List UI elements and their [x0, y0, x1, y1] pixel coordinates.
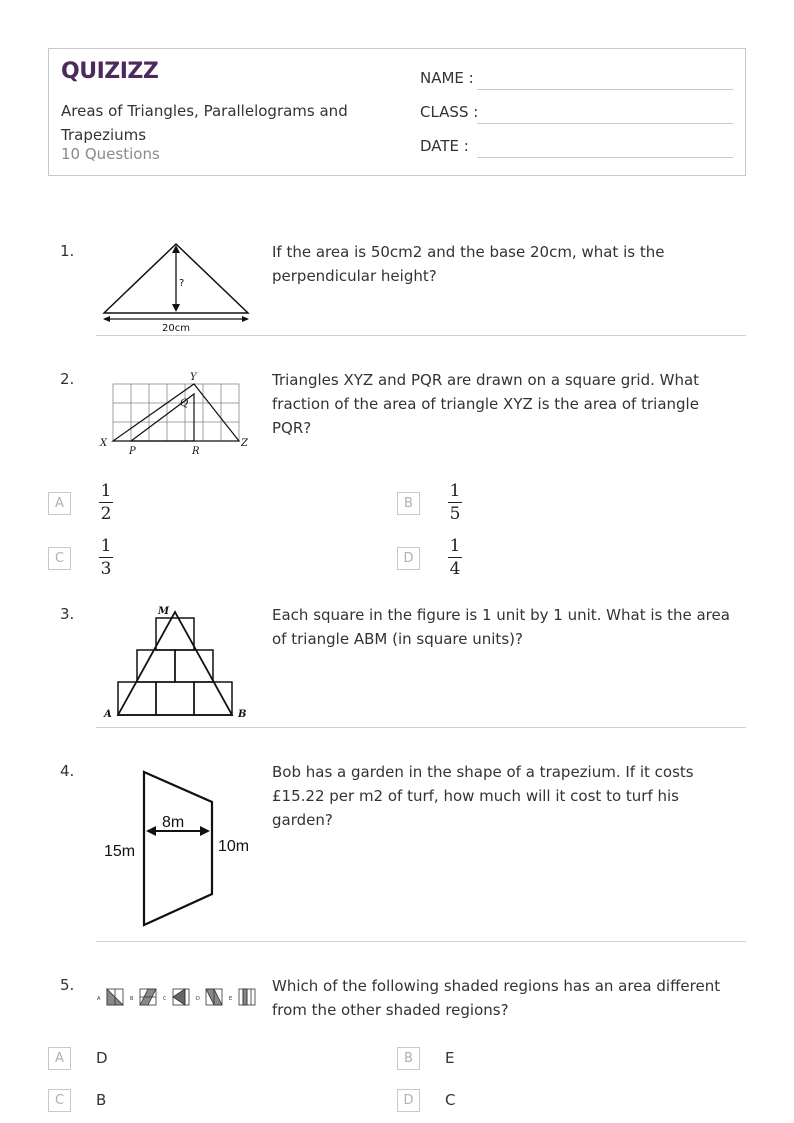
question-5-number: 5.	[60, 976, 75, 994]
question-4-trapezium-figure	[100, 764, 260, 930]
q5-option-c-text: B	[96, 1091, 107, 1109]
fraction-bar	[99, 557, 113, 558]
fraction-denominator: 4	[449, 559, 461, 579]
q1-height-label: ?	[179, 278, 185, 289]
fraction-numerator: 1	[100, 481, 112, 501]
q2-option-d-box[interactable]: D	[397, 547, 420, 570]
question-5-shaded-regions-figure	[94, 984, 260, 1014]
date-label: DATE :	[420, 137, 469, 155]
question-1-number: 1.	[60, 242, 75, 260]
q2-grid	[113, 384, 239, 441]
q5-region-label-c: C	[163, 996, 167, 1002]
q5-region-a	[107, 989, 123, 1005]
q2-option-b-fraction	[448, 482, 462, 523]
q2-option-a-box[interactable]: A	[48, 492, 71, 515]
fraction-bar	[448, 502, 462, 503]
class-label: CLASS :	[420, 103, 479, 121]
q2-label-z: Z	[241, 438, 248, 449]
worksheet-header	[48, 48, 746, 176]
q5-region-c	[173, 989, 189, 1005]
q4-width-arrow-left	[146, 826, 156, 836]
q5-option-d-text: C	[445, 1091, 456, 1109]
question-divider	[96, 335, 746, 336]
q2-option-c-box[interactable]: C	[48, 547, 71, 570]
q2-option-b-box[interactable]: B	[397, 492, 420, 515]
question-3-text: Each square in the figure is 1 unit by 1 unit. What is the area of triangle ABM (in square units)?	[272, 606, 730, 648]
worksheet-title: Areas of Triangles, Parallelograms and Trapeziums	[61, 102, 348, 144]
name-label: NAME :	[420, 69, 474, 87]
q5-option-b-text: E	[445, 1049, 455, 1067]
q4-label-left: 15m	[104, 843, 136, 860]
question-4-number: 4.	[60, 762, 75, 780]
q5-option-a-text: D	[96, 1049, 108, 1067]
name-input-line[interactable]	[477, 89, 733, 90]
q3-label-m: M	[158, 606, 170, 617]
q1-base-arrow-right	[242, 316, 249, 322]
q4-trapezium-shape	[144, 772, 212, 925]
q2-option-c-fraction	[99, 537, 113, 578]
q2-label-r: R	[192, 446, 200, 457]
q3-squares	[118, 618, 232, 715]
q5-region-e	[239, 989, 255, 1005]
question-2-number: 2.	[60, 370, 75, 388]
class-input-line[interactable]	[477, 123, 733, 124]
q2-label-x: X	[100, 438, 108, 449]
q4-label-right: 10m	[218, 838, 250, 855]
question-count: 10 Questions	[61, 145, 160, 163]
q3-label-a: A	[104, 709, 112, 720]
question-5-text: Which of the following shaded regions has an area different from the other shaded regions?	[272, 977, 721, 1019]
fraction-numerator: 1	[449, 481, 461, 501]
question-2-text: Triangles XYZ and PQR are drawn on a square grid. What fraction of the area of triangle XYZ is the area of triangle PQR?	[272, 371, 700, 437]
q5-region-label-b: B	[130, 996, 134, 1002]
fraction-denominator: 2	[100, 504, 112, 524]
question-1-text: If the area is 50cm2 and the base 20cm, what is the perpendicular height?	[272, 243, 665, 285]
question-divider	[96, 941, 746, 942]
question-4-text: Bob has a garden in the shape of a trapezium. If it costs £15.22 per m2 of turf, how much will it cost to turf his garden?	[272, 763, 694, 829]
q5-option-b-box[interactable]: B	[397, 1047, 420, 1070]
question-3-number: 3.	[60, 605, 75, 623]
q5-region-d	[206, 989, 222, 1005]
fraction-numerator: 1	[449, 536, 461, 556]
fraction-bar	[448, 557, 462, 558]
q1-base-arrow-left	[103, 316, 110, 322]
question-1-triangle-figure	[100, 238, 254, 336]
date-input-line[interactable]	[477, 157, 733, 158]
fraction-numerator: 1	[100, 536, 112, 556]
q2-label-p: P	[129, 446, 136, 457]
quizizz-logo: QUIZIZZ	[61, 59, 159, 84]
q5-option-a-box[interactable]: A	[48, 1047, 71, 1070]
q5-region-label-a: A	[97, 996, 101, 1002]
q2-option-a-fraction	[99, 482, 113, 523]
q5-option-c-box[interactable]: C	[48, 1089, 71, 1112]
question-3-stacked-squares-figure	[100, 602, 256, 722]
q5-option-d-box[interactable]: D	[397, 1089, 420, 1112]
q5-region-label-d: D	[196, 996, 200, 1002]
q3-label-b: B	[238, 709, 247, 720]
fraction-bar	[99, 502, 113, 503]
fraction-denominator: 5	[449, 504, 461, 524]
q1-base-label: 20cm	[162, 323, 190, 334]
q1-height-arrow-bottom	[172, 304, 180, 312]
q2-label-q: Q	[180, 398, 189, 409]
q2-label-y: Y	[190, 372, 197, 383]
q5-region-b	[140, 989, 156, 1005]
q4-width-arrow-right	[200, 826, 210, 836]
q2-option-d-fraction	[448, 537, 462, 578]
q4-label-top: 8m	[162, 814, 185, 831]
question-divider	[96, 727, 746, 728]
q2-triangle-xyz	[113, 384, 239, 441]
q5-region-label-e: E	[229, 996, 233, 1002]
fraction-denominator: 3	[100, 559, 112, 579]
question-2-grid-figure	[98, 370, 254, 458]
